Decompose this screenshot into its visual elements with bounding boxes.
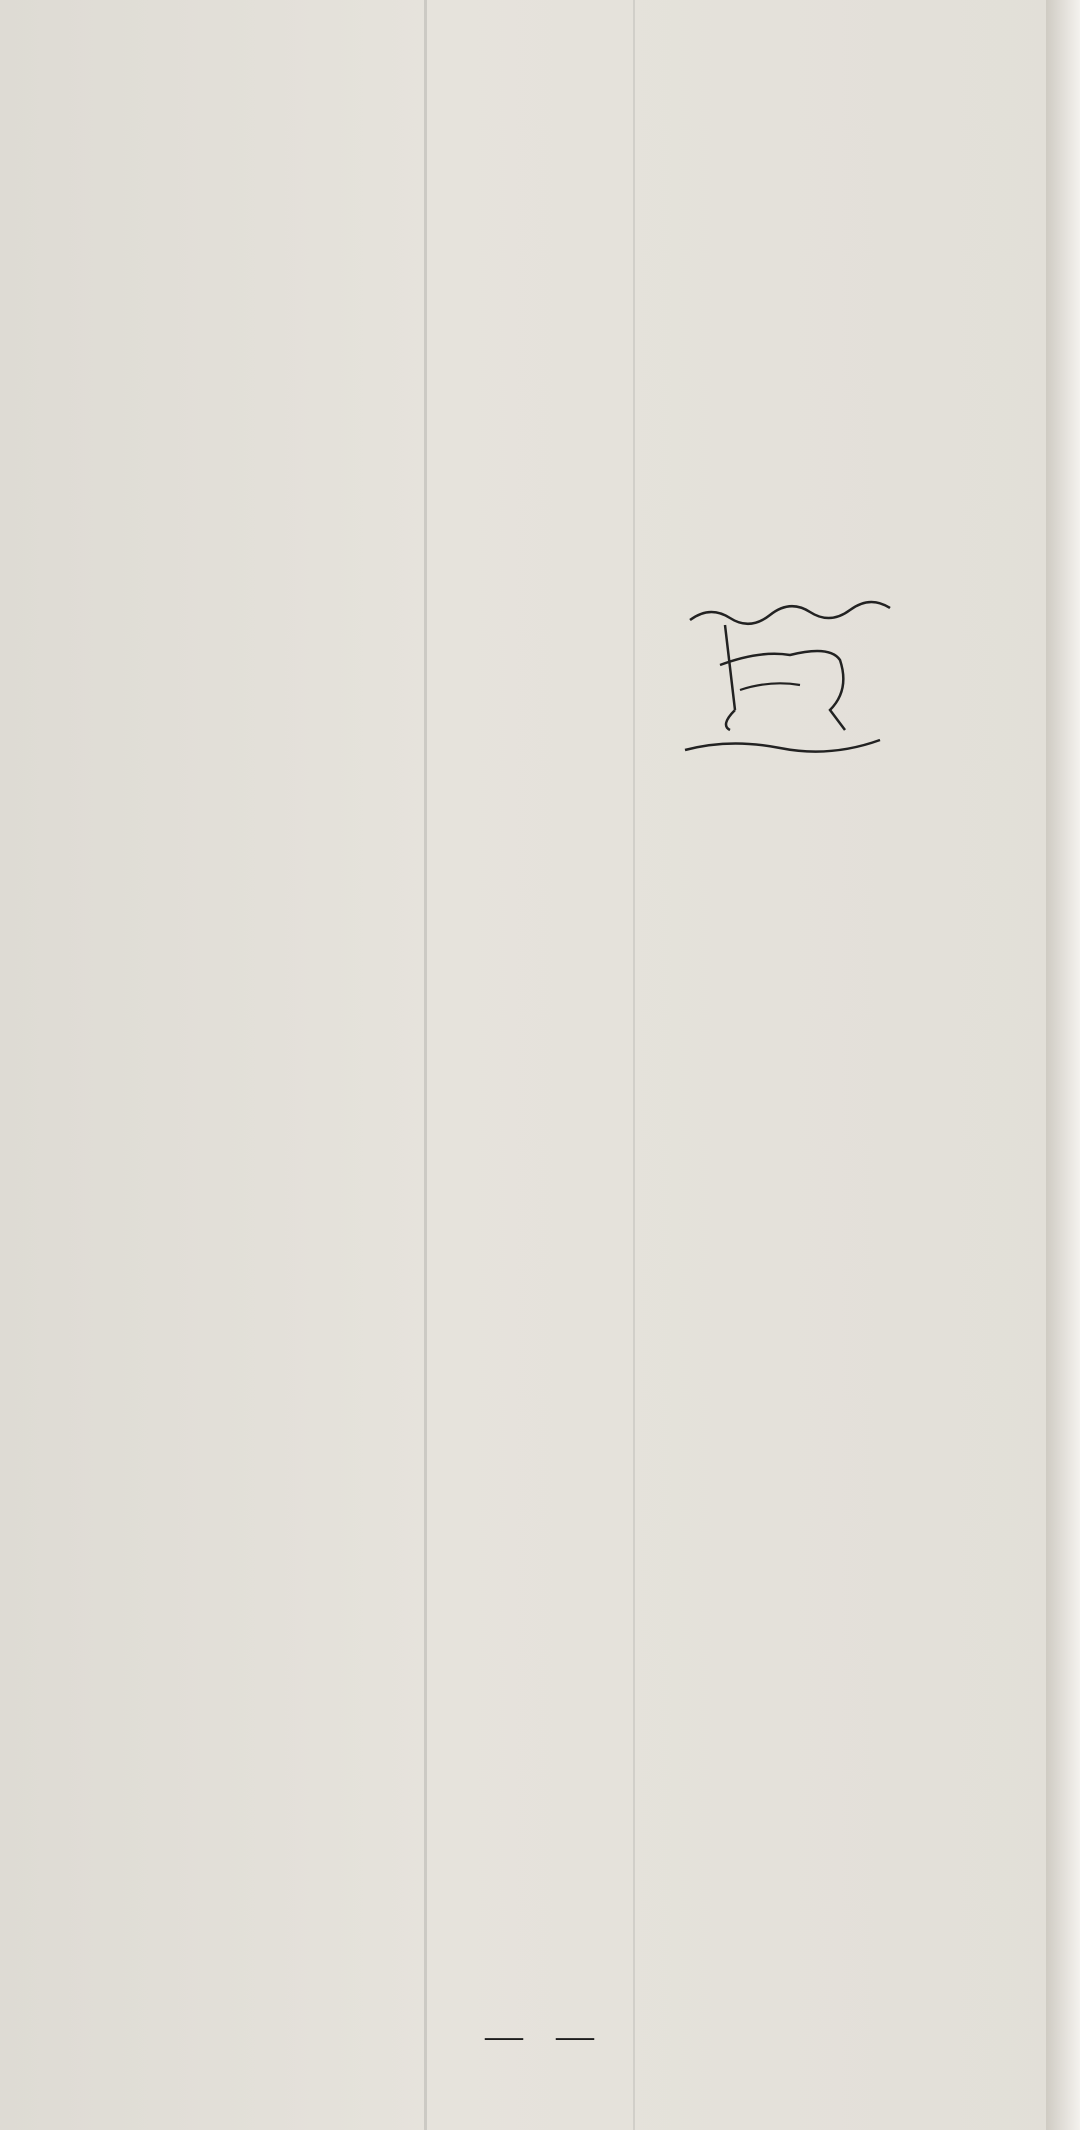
page-edge-shadow xyxy=(1046,0,1080,2130)
handwritten-stamp-drawing xyxy=(680,590,900,760)
page-content xyxy=(54,128,934,172)
answer-line-79-80 xyxy=(54,128,934,170)
page-fold-line xyxy=(424,0,427,2130)
page-number: — — xyxy=(485,2015,595,2057)
page-fold-line xyxy=(633,0,635,2130)
